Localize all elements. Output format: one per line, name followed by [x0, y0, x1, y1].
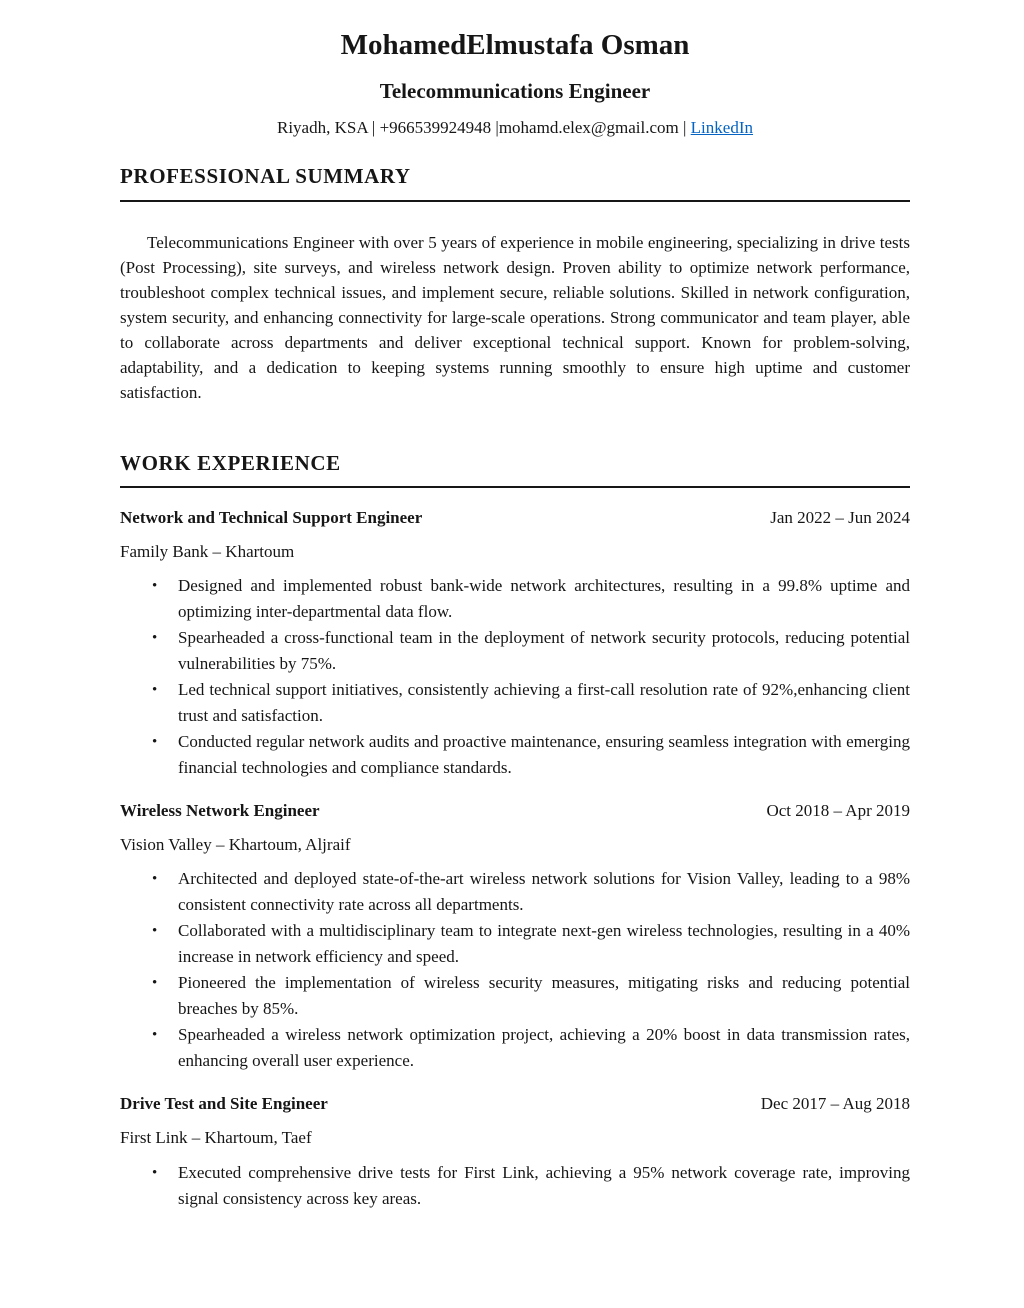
job-company: Vision Valley – Khartoum, Aljraif [120, 835, 351, 855]
bullet-item [120, 573, 910, 625]
candidate-title: Telecommunications Engineer [379, 78, 651, 103]
linkedin-link[interactable]: LinkedIn [690, 117, 753, 137]
job-title-row [120, 1094, 910, 1114]
job-bullets [120, 866, 910, 1074]
bullet-item [120, 866, 910, 918]
bullet-item [120, 918, 910, 970]
experience-heading: WORK EXPERIENCE [120, 450, 341, 475]
bullet-text: • Architected and deployed state-of-the-art wireless network solutions for Vision Valley, leading to a 98% consistent connectivity rate across all departments. [178, 869, 910, 915]
job-dates: Jan 2022 – Jun 2024 [770, 507, 910, 527]
experience-section [120, 451, 910, 1212]
resume-header [120, 30, 910, 138]
summary-section [120, 164, 910, 404]
bullet-text: • Executed comprehensive drive tests for First Link, achieving a 95% network coverage rate, improving signal consistency across key areas. [178, 1162, 910, 1208]
bullet-text: • Designed and implemented robust bank-wide network architectures, resulting in a 99.8% uptime and optimizing inter-departmental data flow. [178, 576, 910, 622]
bullet-item [120, 729, 910, 781]
job-entry [120, 508, 910, 781]
bullet-item [120, 970, 910, 1022]
summary-heading: PROFESSIONAL SUMMARY [120, 164, 411, 189]
job-bullets [120, 1160, 910, 1212]
bullet-item [120, 677, 910, 729]
bullet-item [120, 1160, 910, 1212]
bullet-text: • Pioneered the implementation of wireless security measures, mitigating risks and reducing potential breaches by 85%. [178, 973, 910, 1019]
bullet-text: • Spearheaded a cross-functional team in the deployment of network security protocols, reducing potential vulnerabilities by 75%. [178, 628, 910, 674]
job-title-row [120, 801, 910, 821]
bullet-text: • Collaborated with a multidisciplinary team to integrate next-gen wireless technologies, resulting in a 40% increase in network efficiency and speed. [178, 921, 910, 967]
bullet-item [120, 625, 910, 677]
job-bullets [120, 573, 910, 781]
job-title: Drive Test and Site Engineer [120, 1094, 328, 1114]
section-divider [120, 200, 910, 202]
job-title: Wireless Network Engineer [120, 801, 320, 821]
bullet-text: • Led technical support initiatives, consistently achieving a first-call resolution rate of 92%,enhancing client trust and satisfaction. [178, 680, 910, 726]
contact-line [120, 118, 910, 138]
job-company: First Link – Khartoum, Taef [120, 1128, 312, 1148]
job-title: Network and Technical Support Engineer [120, 507, 423, 527]
job-company: Family Bank – Khartoum [120, 541, 295, 561]
job-entry [120, 1094, 910, 1211]
summary-text: Telecommunications Engineer with over 5 years of experience in mobile engineering, specializing in drive tests (Post Processing), site surveys, and wireless network design. Proven ability to optimize network performance, troubleshoot complex technical issues, and implement secure, reliable solutions. Skilled in network configuration, system security, and enhancing connectivity for large-scale operations. Strong communicator and team player, able to collaborate across departments and deliver exceptional technical support. Known for problem-solving, adaptability, and a dedication to keeping systems running smoothly to ensure high uptime and customer satisfaction. [120, 232, 910, 402]
contact-text: Riyadh, KSA | +966539924948 |mohamd.elex@gmail.com | [277, 117, 691, 137]
candidate-name: MohamedElmustafa Osman [340, 29, 690, 61]
bullet-text: • Spearheaded a wireless network optimization project, achieving a 20% boost in data transmission rates, enhancing overall user experience. [178, 1025, 910, 1071]
job-dates: Dec 2017 – Aug 2018 [760, 1094, 910, 1114]
bullet-item [120, 1022, 910, 1074]
job-entry [120, 801, 910, 1074]
section-divider [120, 486, 910, 488]
bullet-text: • Conducted regular network audits and proactive maintenance, ensuring seamless integration with emerging financial technologies and compliance standards. [178, 732, 910, 778]
job-dates: Oct 2018 – Apr 2019 [766, 801, 910, 821]
job-title-row [120, 508, 910, 528]
